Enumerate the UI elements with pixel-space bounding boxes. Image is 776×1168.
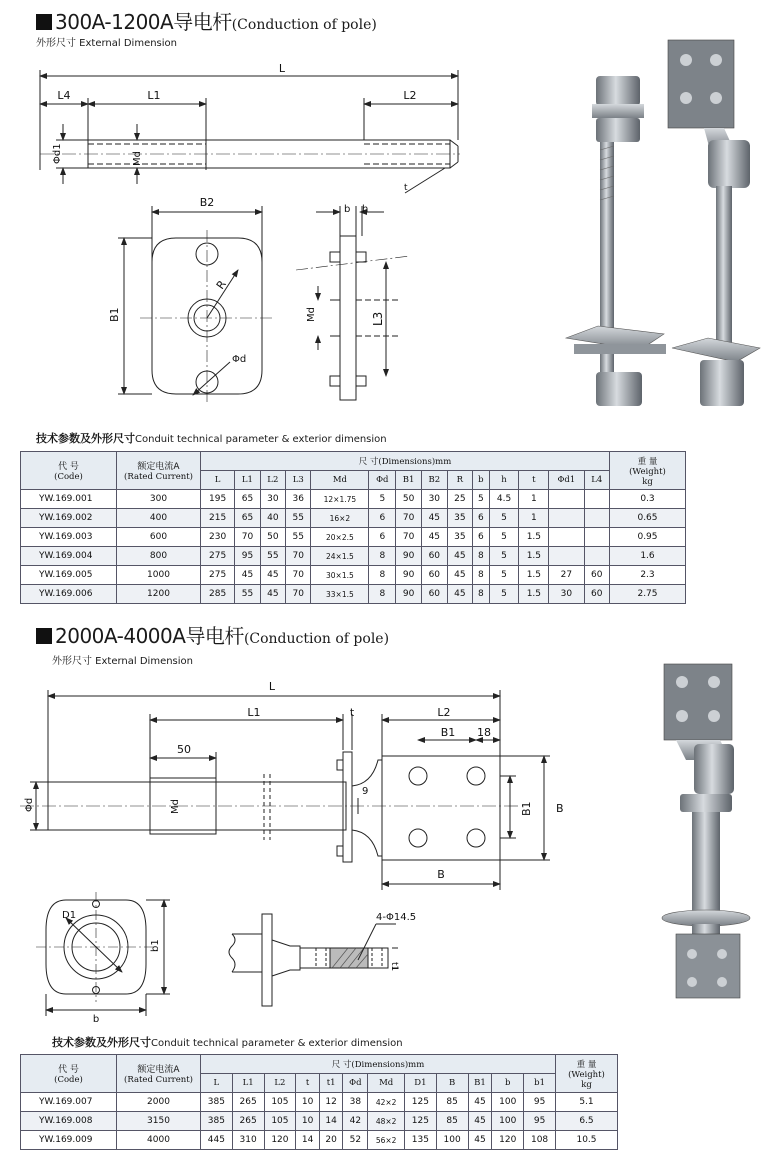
table-cell-B1: 90 bbox=[396, 585, 422, 604]
table-cell-code: YW.169.002 bbox=[21, 509, 117, 528]
table-cell-b: 100 bbox=[492, 1093, 524, 1112]
column-header: L bbox=[201, 471, 235, 490]
table-cell-L: 445 bbox=[201, 1131, 233, 1150]
dim-label-L-2: L bbox=[268, 680, 276, 693]
table-row bbox=[21, 509, 686, 528]
dim-label-b1: b1 bbox=[150, 939, 161, 952]
table-cell-b1: 108 bbox=[524, 1131, 556, 1150]
table-cell-B2: 60 bbox=[421, 547, 447, 566]
table-cell-L2: 55 bbox=[260, 547, 285, 566]
table-cell-t: 1.5 bbox=[519, 547, 549, 566]
dim-label-R: R bbox=[213, 277, 229, 292]
table-cell-B2: 30 bbox=[421, 490, 447, 509]
table-cell-B1: 90 bbox=[396, 547, 422, 566]
column-header: B bbox=[436, 1074, 468, 1093]
table-cell-phid1 bbox=[549, 528, 584, 547]
dim-label-L: L bbox=[278, 62, 286, 75]
table-cell-current: 4000 bbox=[117, 1131, 201, 1150]
table-cell-L1: 65 bbox=[235, 490, 260, 509]
table-cell-R: 45 bbox=[447, 585, 472, 604]
dim-label-phid: Φd bbox=[232, 354, 247, 365]
table-cell-current: 600 bbox=[117, 528, 201, 547]
dim-label-h: h bbox=[362, 204, 369, 215]
table-cell-L3: 70 bbox=[286, 585, 311, 604]
dim-label-B-h: B bbox=[437, 868, 445, 881]
table-cell-phid: 52 bbox=[343, 1131, 368, 1150]
table-cell-b1: 95 bbox=[524, 1112, 556, 1131]
dim-label-b: b bbox=[344, 204, 351, 215]
table-cell-L1: 55 bbox=[235, 585, 260, 604]
table-cell-code: YW.169.006 bbox=[21, 585, 117, 604]
table-cell-code: YW.169.004 bbox=[21, 547, 117, 566]
table-cell-R: 25 bbox=[447, 490, 472, 509]
table-cell-L2: 120 bbox=[264, 1131, 296, 1150]
product-photo-1 bbox=[566, 40, 760, 406]
table-cell-b: 6 bbox=[473, 528, 490, 547]
table-cell-weight: 5.1 bbox=[556, 1093, 618, 1112]
column-header: Md bbox=[311, 471, 369, 490]
table-cell-L3: 55 bbox=[286, 509, 311, 528]
dim-label-L2: L2 bbox=[403, 89, 417, 102]
table-row bbox=[21, 566, 686, 585]
table-cell-weight: 0.65 bbox=[610, 509, 686, 528]
dim-label-B1-2: B1 bbox=[440, 726, 456, 739]
section1-title: 300A-1200A导电杆(Conduction of pole) bbox=[36, 6, 377, 35]
dim-label-Md: Md bbox=[132, 151, 143, 166]
table-cell-L1: 65 bbox=[235, 509, 260, 528]
table-cell-t: 1.5 bbox=[519, 566, 549, 585]
table-cell-B2: 60 bbox=[421, 585, 447, 604]
table-cell-b: 100 bbox=[492, 1112, 524, 1131]
table-cell-L4 bbox=[584, 547, 610, 566]
table-cell-current: 2000 bbox=[117, 1093, 201, 1112]
dim-label-L2-2: L2 bbox=[437, 706, 451, 719]
table-cell-code: YW.169.005 bbox=[21, 566, 117, 585]
table-row bbox=[21, 1112, 618, 1131]
dim-label-9: 9 bbox=[362, 786, 369, 797]
table-cell-t: 10 bbox=[296, 1112, 320, 1131]
table-cell-phid1: 30 bbox=[549, 585, 584, 604]
section1-spec-table bbox=[20, 451, 686, 604]
table-cell-L1: 265 bbox=[232, 1112, 264, 1131]
table-cell-phid: 38 bbox=[343, 1093, 368, 1112]
table-row bbox=[21, 490, 686, 509]
dim-label-L1-2: L1 bbox=[247, 706, 261, 719]
table-cell-Md: 16×2 bbox=[311, 509, 369, 528]
dim-label-Md-2: Md bbox=[170, 799, 181, 814]
table-cell-b: 120 bbox=[492, 1131, 524, 1150]
table-cell-weight: 0.95 bbox=[610, 528, 686, 547]
table-cell-t: 14 bbox=[296, 1131, 320, 1150]
table-cell-L1: 70 bbox=[235, 528, 260, 547]
table-row bbox=[21, 1131, 618, 1150]
column-header: B1 bbox=[468, 1074, 492, 1093]
table-cell-Md: 33×1.5 bbox=[311, 585, 369, 604]
table-cell-b: 5 bbox=[473, 490, 490, 509]
table-cell-code: YW.169.008 bbox=[21, 1112, 117, 1131]
header-code: 代 号 (Code) bbox=[21, 452, 117, 490]
table-cell-code: YW.169.003 bbox=[21, 528, 117, 547]
column-header: Φd bbox=[343, 1074, 368, 1093]
table-cell-Md: 42×2 bbox=[368, 1093, 405, 1112]
dim-label-b-2: b bbox=[92, 1014, 100, 1025]
table-cell-L: 275 bbox=[201, 547, 235, 566]
table-cell-B1: 70 bbox=[396, 528, 422, 547]
table-cell-b: 6 bbox=[473, 509, 490, 528]
table-cell-B1: 90 bbox=[396, 566, 422, 585]
dim-label-L1: L1 bbox=[147, 89, 161, 102]
table-cell-B1: 45 bbox=[468, 1131, 492, 1150]
column-header: t1 bbox=[319, 1074, 343, 1093]
section2-title: 2000A-4000A导电杆(Conduction of pole) bbox=[36, 620, 389, 649]
table-cell-B: 100 bbox=[436, 1131, 468, 1150]
column-header: R bbox=[447, 471, 472, 490]
table-cell-h: 5 bbox=[489, 566, 519, 585]
table-cell-L: 215 bbox=[201, 509, 235, 528]
table-cell-weight: 0.3 bbox=[610, 490, 686, 509]
table-cell-Md: 30×1.5 bbox=[311, 566, 369, 585]
table-cell-phid: 6 bbox=[369, 528, 396, 547]
table-cell-Md: 20×2.5 bbox=[311, 528, 369, 547]
table-cell-L2: 45 bbox=[260, 585, 285, 604]
product-photo-2 bbox=[662, 664, 750, 998]
table-cell-b: 8 bbox=[473, 585, 490, 604]
table-cell-phid: 8 bbox=[369, 566, 396, 585]
table-cell-L4: 60 bbox=[584, 585, 610, 604]
table-cell-Md: 12×1.75 bbox=[311, 490, 369, 509]
table-cell-L: 285 bbox=[201, 585, 235, 604]
bullet-square-icon bbox=[36, 628, 52, 644]
table-cell-L1: 265 bbox=[232, 1093, 264, 1112]
dim-label-L4: L4 bbox=[57, 89, 71, 102]
column-header: D1 bbox=[405, 1074, 437, 1093]
table-cell-L1: 45 bbox=[235, 566, 260, 585]
column-header: h bbox=[489, 471, 519, 490]
table-cell-L1: 95 bbox=[235, 547, 260, 566]
table-cell-phid: 5 bbox=[369, 490, 396, 509]
table-cell-B: 85 bbox=[436, 1093, 468, 1112]
table-cell-L2: 105 bbox=[264, 1112, 296, 1131]
column-header: L2 bbox=[260, 471, 285, 490]
header-weight: 重 量 (Weight) kg bbox=[610, 452, 686, 490]
table-cell-phid: 6 bbox=[369, 509, 396, 528]
table-cell-code: YW.169.007 bbox=[21, 1093, 117, 1112]
header-dimensions-2: 尺 寸(Dimensions)mm bbox=[201, 1055, 556, 1074]
section2-table-caption: 技术参数及外形尺寸Conduit technical parameter & exterior dimension bbox=[52, 1036, 403, 1049]
table-cell-phid: 8 bbox=[369, 547, 396, 566]
table-cell-L3: 70 bbox=[286, 547, 311, 566]
table-cell-L2: 45 bbox=[260, 566, 285, 585]
table-row bbox=[21, 528, 686, 547]
dim-label-B-v: B bbox=[556, 802, 564, 815]
table-cell-B: 85 bbox=[436, 1112, 468, 1131]
column-header: b bbox=[473, 471, 490, 490]
column-header: L1 bbox=[232, 1074, 264, 1093]
column-header: L2 bbox=[264, 1074, 296, 1093]
table-cell-B2: 45 bbox=[421, 528, 447, 547]
section1-table-caption: 技术参数及外形尺寸Conduit technical parameter & exterior dimension bbox=[36, 432, 387, 445]
table-cell-t1: 14 bbox=[319, 1112, 343, 1131]
section2-spec-table bbox=[20, 1054, 618, 1150]
table-cell-weight: 6.5 bbox=[556, 1112, 618, 1131]
table-cell-R: 45 bbox=[447, 566, 472, 585]
header-weight-2: 重 量 (Weight) kg bbox=[556, 1055, 618, 1093]
column-header: L4 bbox=[584, 471, 610, 490]
table-cell-B1: 70 bbox=[396, 509, 422, 528]
dim-label-L3: L3 bbox=[371, 311, 385, 326]
table-cell-h: 5 bbox=[489, 547, 519, 566]
header-code-2: 代 号 (Code) bbox=[21, 1055, 117, 1093]
table-cell-code: YW.169.001 bbox=[21, 490, 117, 509]
table-cell-L: 195 bbox=[201, 490, 235, 509]
table-cell-current: 400 bbox=[117, 509, 201, 528]
table-cell-phid1 bbox=[549, 509, 584, 528]
dim-label-B2: B2 bbox=[199, 196, 215, 209]
dim-label-phid-2: Φd bbox=[24, 797, 35, 812]
header-dimensions: 尺 寸(Dimensions)mm bbox=[201, 452, 610, 471]
table-cell-current: 3150 bbox=[117, 1112, 201, 1131]
dim-label-B1: B1 bbox=[108, 307, 121, 322]
table-cell-current: 1000 bbox=[117, 566, 201, 585]
column-header: Φd1 bbox=[549, 471, 584, 490]
table-cell-current: 800 bbox=[117, 547, 201, 566]
column-header: L1 bbox=[235, 471, 260, 490]
table-row bbox=[21, 585, 686, 604]
table-cell-B1: 45 bbox=[468, 1112, 492, 1131]
dim-label-Md2: Md bbox=[306, 307, 317, 322]
table-cell-t1: 12 bbox=[319, 1093, 343, 1112]
dim-label-phid1: Φd1 bbox=[52, 143, 63, 164]
table-cell-h: 5 bbox=[489, 528, 519, 547]
column-header: t bbox=[519, 471, 549, 490]
table-cell-Md: 24×1.5 bbox=[311, 547, 369, 566]
table-cell-code: YW.169.009 bbox=[21, 1131, 117, 1150]
dim-label-B1v: B1 bbox=[520, 801, 533, 816]
table-cell-t: 1.5 bbox=[519, 585, 549, 604]
table-cell-L2: 40 bbox=[260, 509, 285, 528]
table-cell-weight: 1.6 bbox=[610, 547, 686, 566]
table-cell-D1: 125 bbox=[405, 1112, 437, 1131]
table-cell-weight: 2.3 bbox=[610, 566, 686, 585]
table-cell-L1: 310 bbox=[232, 1131, 264, 1150]
section2-subtitle: 外形尺寸 External Dimension bbox=[52, 656, 194, 667]
table-cell-L4 bbox=[584, 509, 610, 528]
table-cell-weight: 2.75 bbox=[610, 585, 686, 604]
table-cell-B2: 60 bbox=[421, 566, 447, 585]
column-header: b1 bbox=[524, 1074, 556, 1093]
table-cell-b: 8 bbox=[473, 566, 490, 585]
table-cell-phid: 42 bbox=[343, 1112, 368, 1131]
table-cell-h: 5 bbox=[489, 585, 519, 604]
table-cell-Md: 48×2 bbox=[368, 1112, 405, 1131]
dim-label-t-2: t bbox=[349, 706, 355, 719]
table-cell-t: 1 bbox=[519, 490, 549, 509]
table-cell-phid1 bbox=[549, 547, 584, 566]
table-cell-L: 385 bbox=[201, 1093, 233, 1112]
table-cell-t1: 20 bbox=[319, 1131, 343, 1150]
dim-label-18: 18 bbox=[477, 726, 491, 739]
table-cell-b: 8 bbox=[473, 547, 490, 566]
table-cell-b1: 95 bbox=[524, 1093, 556, 1112]
dim-label-t: t bbox=[404, 183, 408, 193]
table-cell-t: 1.5 bbox=[519, 528, 549, 547]
column-header: b bbox=[492, 1074, 524, 1093]
column-header: Φd bbox=[369, 471, 396, 490]
table-cell-L4 bbox=[584, 490, 610, 509]
table-cell-Md: 56×2 bbox=[368, 1131, 405, 1150]
table-cell-L4: 60 bbox=[584, 566, 610, 585]
section1-drawing bbox=[0, 0, 776, 430]
table-cell-L: 230 bbox=[201, 528, 235, 547]
table-cell-L: 275 bbox=[201, 566, 235, 585]
table-cell-L3: 36 bbox=[286, 490, 311, 509]
table-cell-D1: 125 bbox=[405, 1093, 437, 1112]
table-row bbox=[21, 547, 686, 566]
table-cell-D1: 135 bbox=[405, 1131, 437, 1150]
table-cell-weight: 10.5 bbox=[556, 1131, 618, 1150]
dim-label-holes: 4-Φ14.5 bbox=[376, 912, 417, 923]
dim-label-D1: D1 bbox=[62, 910, 77, 921]
table-cell-L4 bbox=[584, 528, 610, 547]
table-cell-B1: 45 bbox=[468, 1093, 492, 1112]
dim-label-t1: t1 bbox=[389, 962, 399, 972]
table-cell-L3: 70 bbox=[286, 566, 311, 585]
table-cell-L2: 105 bbox=[264, 1093, 296, 1112]
header-current: 额定电流A (Rated Current) bbox=[117, 452, 201, 490]
table-cell-phid1 bbox=[549, 490, 584, 509]
table-cell-current: 300 bbox=[117, 490, 201, 509]
dim-label-50: 50 bbox=[177, 743, 191, 756]
table-cell-R: 35 bbox=[447, 509, 472, 528]
table-cell-t: 1 bbox=[519, 509, 549, 528]
table-cell-R: 35 bbox=[447, 528, 472, 547]
table-row bbox=[21, 1093, 618, 1112]
table-cell-current: 1200 bbox=[117, 585, 201, 604]
table-cell-B1: 50 bbox=[396, 490, 422, 509]
column-header: L bbox=[201, 1074, 233, 1093]
table-cell-phid1: 27 bbox=[549, 566, 584, 585]
table-cell-h: 5 bbox=[489, 509, 519, 528]
column-header: B1 bbox=[396, 471, 422, 490]
table-cell-L2: 30 bbox=[260, 490, 285, 509]
table-cell-t: 10 bbox=[296, 1093, 320, 1112]
header-current-2: 额定电流A (Rated Current) bbox=[117, 1055, 201, 1093]
column-header: L3 bbox=[286, 471, 311, 490]
column-header: B2 bbox=[421, 471, 447, 490]
table-cell-R: 45 bbox=[447, 547, 472, 566]
section1-subtitle: 外形尺寸 External Dimension bbox=[36, 38, 178, 49]
table-cell-h: 4.5 bbox=[489, 490, 519, 509]
table-cell-L2: 50 bbox=[260, 528, 285, 547]
table-cell-L: 385 bbox=[201, 1112, 233, 1131]
column-header: Md bbox=[368, 1074, 405, 1093]
column-header: t bbox=[296, 1074, 320, 1093]
table-cell-B2: 45 bbox=[421, 509, 447, 528]
table-cell-phid: 8 bbox=[369, 585, 396, 604]
table-cell-L3: 55 bbox=[286, 528, 311, 547]
